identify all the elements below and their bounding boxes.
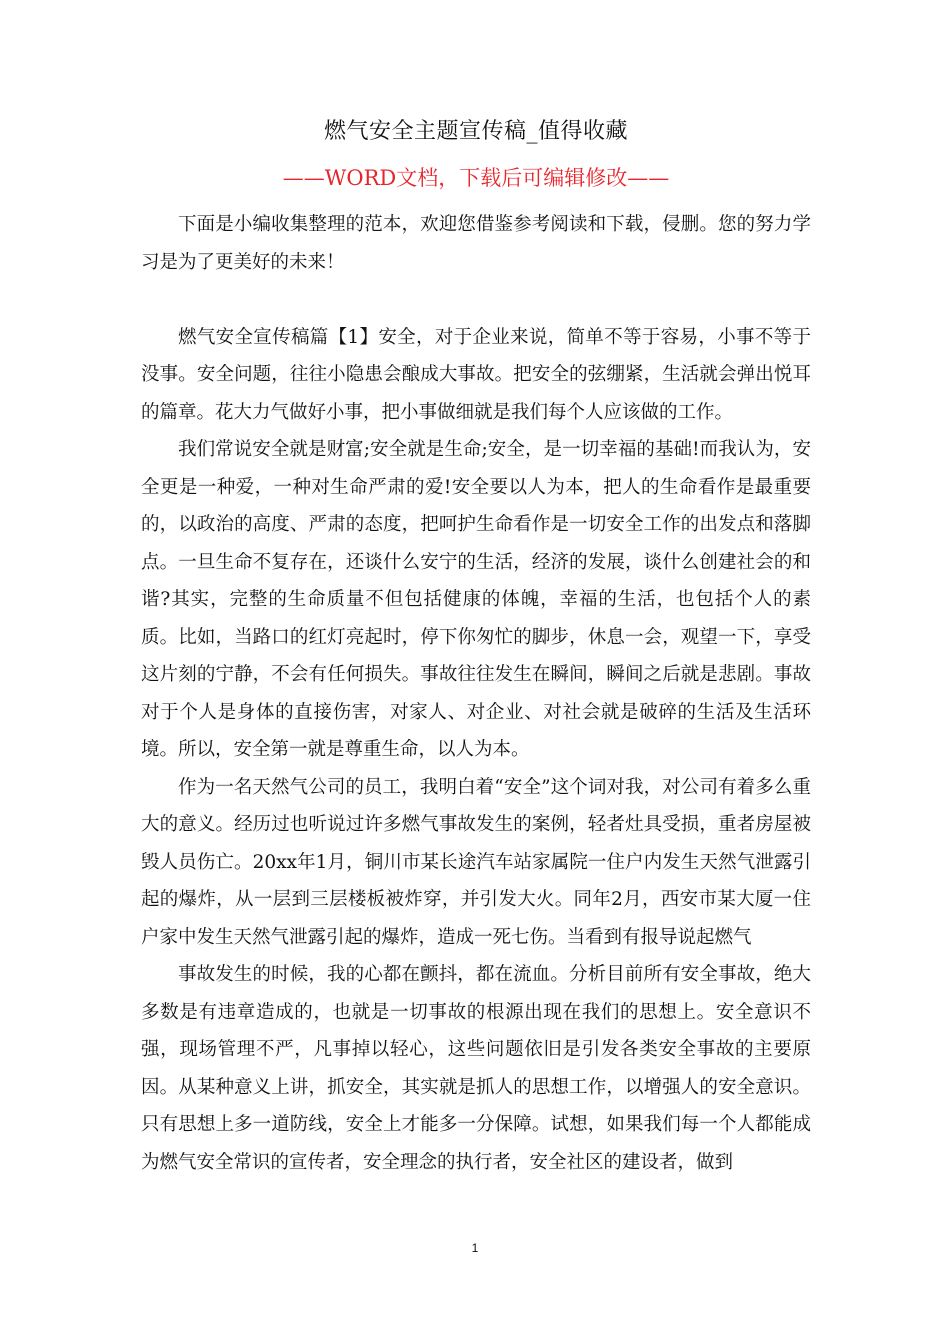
document-title: 燃气安全主题宣传稿_值得收藏	[323, 119, 628, 144]
body-paragraph-1: 燃气安全宣传稿篇【1】安全，对于企业来说，简单不等于容易，小事不等于没事。安全问题，往往小隐患会酿成大事故。把安全的弦绷紧，生活就会弹出悦耳的篇章。花大力气做好小事，把小事做细就是我们每个人应该做的工作。	[141, 326, 811, 423]
document-subtitle: ——WORD文档，下载后可编辑修改——	[282, 166, 670, 190]
paragraph-spacer	[141, 281, 811, 319]
body-paragraph-4: 事故发生的时候，我的心都在颤抖，都在流血。分析目前所有安全事故，绝大多数是有违章造成的，也就是一切事故的根源出现在我们的思想上。安全意识不强，现场管理不严，凡事掉以轻心，这些问题依旧是引发各类安全事故的主要原因。从某种意义上讲，抓安全，其实就是抓人的思想工作，以增强人的安全意识。只有思想上多一道防线，安全上才能多一分保障。试想，如果我们每一个人都能成为燃气安全常识的宣传者，安全理念的执行者，安全社区的建设者，做到	[141, 964, 811, 1173]
intro-paragraph: 下面是小编收集整理的范本，欢迎您借鉴参考阅读和下载，侵删。您的努力学习是为了更美好的未来！	[141, 214, 811, 273]
body-paragraph-2: 我们常说安全就是财富;安全就是生命;安全，是一切幸福的基础!而我认为，安全更是一种爱，一种对生命严肃的爱!安全要以人为本，把人的生命看作是最重要的，以政治的高度、严肃的态度，把呵护生命看作是一切安全工作的出发点和落脚点。一旦生命不复存在，还谈什么安宁的生活，经济的发展，谈什么创建社会的和谐?其实，完整的生命质量不但包括健康的体魄，幸福的生活，也包括个人的素质。比如，当路口的红灯亮起时，停下你匆忙的脚步，休息一会，观望一下，享受这片刻的宁静，不会有任何损失。事故往往发生在瞬间，瞬间之后就是悲剧。事故对于个人是身体的直接伤害，对家人、对企业、对社会就是破碎的生活及生活环境。所以，安全第一就是尊重生命，以人为本。	[141, 439, 811, 760]
body-paragraph-3: 作为一名天然气公司的员工，我明白着“安全”这个词对我，对公司有着多么重大的意义。经历过也听说过许多燃气事故发生的案例，轻者灶具受损，重者房屋被毁人员伤亡。20xx年1月，铜川市某长途汽车站家属院一住户内发生天然气泄露引起的爆炸，从一层到三层楼板被炸穿，并引发大火。同年2月，西安市某大厦一住户家中发生天然气泄露引起的爆炸，造成一死七伤。当看到有报导说起燃气	[141, 776, 811, 948]
page-number: 1	[471, 1241, 479, 1255]
document-body	[141, 112, 811, 1181]
